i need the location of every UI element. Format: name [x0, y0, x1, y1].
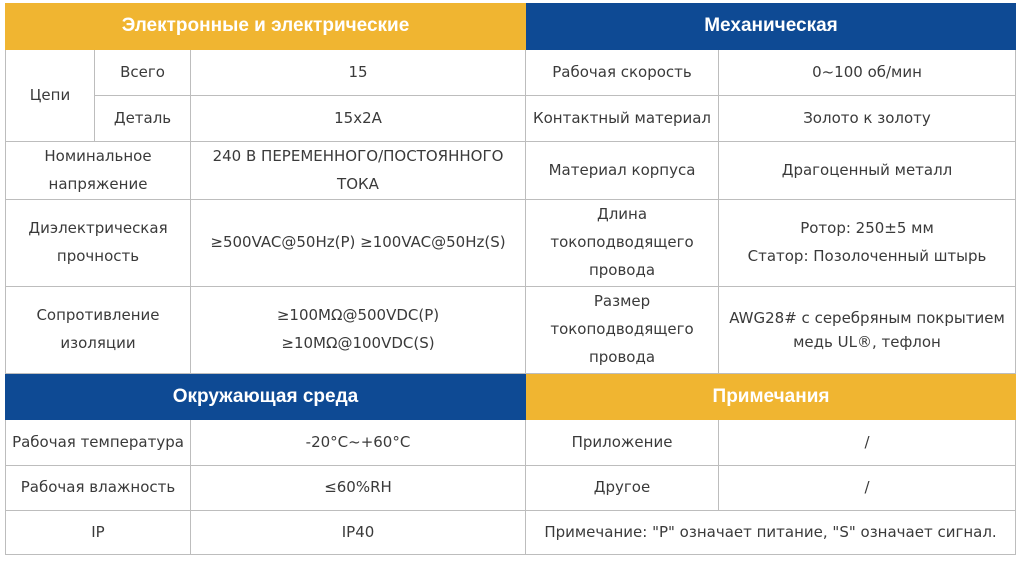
ip-value: IP40: [341, 522, 375, 541]
speed-label: Рабочая скорость: [552, 62, 692, 81]
lead-length-label: Длина токоподводящего провода: [550, 205, 694, 279]
circuits-label: Цепи: [29, 85, 71, 104]
circuits-total-value: 15: [348, 62, 368, 81]
other-value: /: [864, 478, 870, 497]
insulation-value-cell: [191, 287, 526, 374]
temperature-label-cell: [5, 420, 191, 466]
remark-cell: [526, 511, 1016, 555]
dielectric-label-cell: [5, 200, 191, 287]
humidity-label: Рабочая влажность: [20, 478, 176, 497]
rated-voltage-value-cell: [191, 142, 526, 200]
circuits-label-cell: [5, 50, 95, 142]
temperature-value-cell: [191, 420, 526, 466]
contact-material-value: Золото к золоту: [803, 108, 931, 127]
speed-value: 0~100 об/мин: [812, 62, 922, 81]
ip-label-cell: [5, 511, 191, 555]
housing-material-value-cell: [719, 142, 1016, 200]
environment-header-text: Окружающая среда: [172, 385, 359, 407]
notes-header-text: Примечания: [712, 385, 830, 407]
insulation-value: [277, 302, 439, 358]
electrical-header: [5, 3, 526, 50]
temperature-value: -20°C~+60°C: [305, 432, 411, 451]
ip-value-cell: [191, 511, 526, 555]
contact-material-label-cell: [526, 96, 719, 142]
lead-length-label-cell: [526, 200, 719, 287]
circuits-total-label: Всего: [120, 62, 165, 81]
mechanical-header: [526, 3, 1016, 50]
circuits-detail-label-cell: [95, 96, 191, 142]
dielectric-value: ≥500VAC@50Hz(P) ≥100VAC@50Hz(S): [210, 233, 506, 252]
lead-size-label-cell: [526, 287, 719, 374]
housing-material-value: Драгоценный металл: [781, 160, 953, 179]
electrical-header-text: Электронные и электрические: [121, 15, 410, 37]
mechanical-header-text: Механическая: [704, 15, 838, 37]
circuits-detail-value-cell: [191, 96, 526, 142]
dielectric-value-cell: [191, 200, 526, 287]
circuits-detail-value: 15x2A: [334, 108, 382, 127]
rated-voltage-value: 240 В ПЕРЕМЕННОГО/ПОСТОЯННОГО ТОКА: [212, 146, 504, 193]
speed-value-cell: [719, 50, 1016, 96]
contact-material-value-cell: [719, 96, 1016, 142]
contact-material-label: Контактный материал: [532, 108, 712, 127]
lead-length-rotor: Ротор: 250±5 мм: [800, 219, 934, 238]
ip-label: IP: [91, 522, 105, 541]
application-label-cell: [526, 420, 719, 466]
insulation-value-signal: ≥10MΩ@100VDC(S): [281, 334, 435, 352]
notes-header: [526, 374, 1016, 420]
application-value: /: [864, 432, 870, 451]
humidity-value: ≤60%RH: [324, 478, 392, 497]
application-value-cell: [719, 420, 1016, 466]
housing-material-label: Материал корпуса: [548, 160, 696, 179]
application-label: Приложение: [571, 432, 673, 451]
insulation-value-power: ≥100MΩ@500VDC(P): [276, 306, 440, 325]
humidity-label-cell: [5, 466, 191, 511]
environment-header: [5, 374, 526, 420]
lead-length-stator: Статор: Позолоченный штырь: [747, 247, 987, 265]
insulation-label-cell: [5, 287, 191, 374]
dielectric-label: Диэлектрическая прочность: [28, 219, 168, 265]
circuits-total-label-cell: [95, 50, 191, 96]
circuits-detail-label: Деталь: [113, 108, 172, 127]
other-label-cell: [526, 466, 719, 511]
other-value-cell: [719, 466, 1016, 511]
humidity-value-cell: [191, 466, 526, 511]
rated-voltage-label: Номинальное напряжение: [44, 146, 152, 193]
rated-voltage-label-cell: [5, 142, 191, 200]
other-label: Другое: [593, 478, 651, 497]
insulation-label: Сопротивление изоляции: [36, 306, 160, 352]
lead-size-label: Размер токоподводящего провода: [550, 292, 694, 366]
lead-length-value: [748, 215, 987, 271]
lead-length-value-cell: [719, 200, 1016, 287]
spec-table: [5, 3, 1016, 555]
speed-label-cell: [526, 50, 719, 96]
lead-size-value: AWG28# с серебряным покрытием медь UL®, тефлон: [729, 309, 1005, 351]
lead-size-value-cell: [719, 287, 1016, 374]
remark-text: Примечание: "P" означает питание, "S" означает сигнал.: [544, 522, 997, 541]
circuits-total-value-cell: [191, 50, 526, 96]
housing-material-label-cell: [526, 142, 719, 200]
temperature-label: Рабочая температура: [12, 432, 184, 451]
